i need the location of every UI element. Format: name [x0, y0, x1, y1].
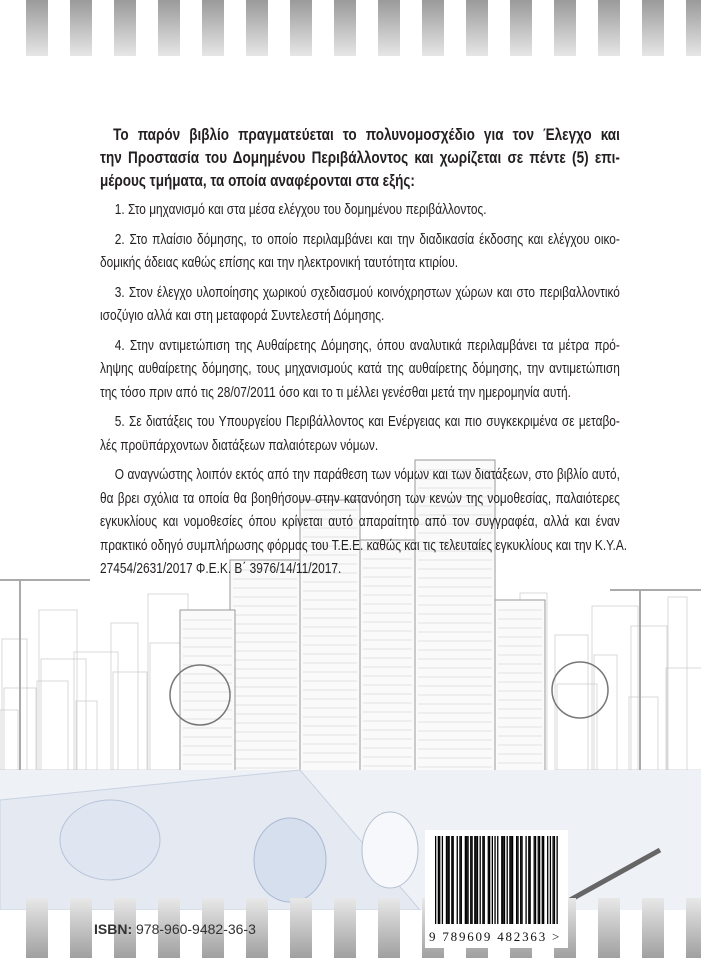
barcode-bar — [492, 836, 493, 924]
stripe — [686, 0, 701, 56]
stripe — [598, 0, 620, 56]
barcode-bar — [530, 836, 531, 924]
sketch-building — [668, 597, 687, 770]
blueprint-roll — [362, 812, 418, 888]
barcode-bar — [539, 836, 540, 924]
barcode-bar — [507, 836, 508, 924]
sketch-building — [555, 635, 588, 770]
barcode-bar — [542, 836, 543, 924]
barcode-bar — [489, 836, 490, 924]
stripe — [290, 898, 312, 958]
stripe — [422, 0, 444, 56]
barcode-bar — [512, 836, 513, 924]
sketch-building — [557, 684, 597, 770]
stripe — [554, 0, 576, 56]
sketch-building — [111, 623, 138, 770]
text-line: 1. Στο μηχανισμό και στα μέσα ελέγχου του δομημένου περιβάλλοντος. — [114, 202, 487, 218]
sketch-building — [631, 626, 667, 770]
sketch-building — [629, 697, 658, 770]
barcode-bar — [534, 836, 535, 924]
text-line: μέρους τμήματα, τα οποία αναφέρονται στα εξής: — [100, 172, 415, 190]
barcode-bar — [435, 836, 436, 924]
barcode-bar — [453, 836, 454, 924]
isbn-label: ISBN: — [94, 921, 133, 937]
barcode-bar — [451, 836, 452, 924]
barcode-bar — [557, 836, 558, 924]
barcode-bar — [477, 836, 478, 924]
barcode-bar — [446, 836, 447, 924]
barcode-bar — [439, 836, 440, 924]
back-cover-text — [100, 124, 628, 582]
text-line: ληψης αυθαίρετης δόμησης, τους μηχανισμούς κατά της αυθαίρετης δόμησης, την αντιμετώπιση — [100, 361, 620, 377]
sketch-building — [666, 668, 701, 770]
stripe — [686, 898, 701, 958]
stripe — [378, 0, 400, 56]
text-line: της τόσο πριν από τις 28/07/2011 όσο και το τι μέλλει γενέσθαι μετά την ημερομηνία αυτή. — [100, 384, 571, 401]
barcode-bar — [509, 836, 510, 924]
barcode-bar — [470, 836, 471, 924]
barcode-bar — [501, 836, 502, 924]
barcode-bar — [517, 836, 518, 924]
barcode-bar — [554, 836, 555, 924]
barcode-bar — [482, 836, 483, 924]
barcode-bar — [503, 836, 504, 924]
stripe — [246, 0, 268, 56]
text-line: δομικής άδειας καθώς επίσης και την ηλεκτρονική ταυτότητα κτιρίου. — [100, 255, 459, 271]
stripe — [70, 0, 92, 56]
text-line: ισοζύγιο αλλά και στη μεταφορά Συντελεστή Δόμησης. — [100, 308, 385, 324]
barcode-bar — [449, 836, 450, 924]
stripe — [642, 898, 664, 958]
intro-heading — [100, 124, 620, 193]
barcode-bar — [442, 836, 443, 924]
sketch-building — [2, 639, 27, 770]
barcode-bar — [497, 836, 498, 924]
barcode-bar — [474, 836, 475, 924]
barcode-bar — [471, 836, 472, 924]
stripe — [598, 898, 620, 958]
stripe — [334, 0, 356, 56]
barcode-bar — [466, 836, 467, 924]
barcode-bar — [520, 836, 521, 924]
blueprint-roll — [254, 818, 326, 902]
barcode-bar — [488, 836, 489, 924]
barcode-bar — [521, 836, 522, 924]
barcode-bar — [457, 836, 458, 924]
stripe — [158, 0, 180, 56]
isbn-value: 978-960-9482-36-3 — [136, 921, 256, 937]
barcode-bar — [543, 836, 544, 924]
barcode-bar — [538, 836, 539, 924]
text-line: πρακτικό οδηγό συμπλήρωσης φόρμας του Τ.Ε.Ε. καθώς και τις τελευταίες εγκυκλίους και την Κ.Υ.Α. — [100, 537, 628, 554]
barcode-bar — [504, 836, 505, 924]
isbn — [94, 921, 256, 937]
paragraph — [100, 464, 628, 582]
stripe — [466, 0, 488, 56]
text-line: Ο αναγνώστης λοιπόν εκτός από την παράθεση των νόμων και των διατάξεων, στο βιβλίο αυτό, — [114, 467, 620, 483]
paragraph — [100, 411, 620, 458]
paragraph — [100, 229, 620, 276]
barcode-bar — [476, 836, 477, 924]
sketch-building — [74, 652, 118, 770]
barcode-bar — [447, 836, 448, 924]
paragraph — [100, 199, 620, 223]
barcode-bar — [528, 836, 529, 924]
stripe — [26, 898, 48, 958]
stripe — [290, 0, 312, 56]
text-line: 4. Στην αντιμετώπιση της Αυθαίρετης Δόμησης, όπου αναλυτικά περιλαμβάνει τα μέτρα πρό- — [114, 337, 620, 354]
barcode-bar — [459, 836, 460, 924]
text-line: 2. Στο πλαίσιο δόμησης, το οποίο περιλαμβάνει και την διαδικασία έκδοσης και ελέγχου οικο- — [114, 231, 620, 248]
text-line: εγκυκλίους και νομοθεσίες όπου κρίνεται αυτό απαραίτητο από τον συγγραφέα, αλλά και έναν — [100, 514, 620, 530]
barcode — [425, 830, 568, 948]
barcode-bar — [511, 836, 512, 924]
sketch-building — [39, 610, 77, 770]
barcode-bar — [552, 836, 553, 924]
barcode-bar — [461, 836, 462, 924]
text-line: λές προϋπάρχοντων διατάξεων παλαιότερων νόμων. — [100, 437, 379, 454]
text-line: Το παρόν βιβλίο πραγματεύεται το πολυνομοσχέδιο για τον Έλεγχο και — [113, 126, 620, 144]
barcode-bar — [438, 836, 439, 924]
sketch-building — [76, 701, 97, 770]
top-stripe-band — [0, 0, 701, 56]
sketch-building — [37, 681, 68, 770]
sketch-building — [41, 659, 86, 770]
paragraph — [100, 282, 620, 329]
barcode-bar — [494, 836, 495, 924]
barcode-digits: 9 789609 482363 > — [429, 929, 562, 944]
stripe — [202, 0, 224, 56]
stripe — [70, 898, 92, 958]
text-line: θα βρει σχόλια τα οποία θα βοηθήσουν στην κατανόηση των κενών της νομοθεσίας, παλαιότερες — [100, 490, 620, 507]
text-line: 27454/2631/2017 Φ.Ε.Κ. Β΄ 3976/14/11/2017. — [100, 561, 342, 577]
blueprint-roll — [60, 800, 160, 880]
stripe — [642, 0, 664, 56]
text-line: την Προστασία του Δομημένου Περιβάλλοντος και χωρίζεται σε πέντε (5) επι- — [100, 149, 620, 167]
stripe — [26, 0, 48, 56]
stripe — [114, 0, 136, 56]
barcode-bar — [465, 836, 466, 924]
barcode-bar — [467, 836, 468, 924]
barcode-bar — [484, 836, 485, 924]
barcode-bar — [525, 836, 526, 924]
barcode-bar — [550, 836, 551, 924]
barcode-bar — [535, 836, 536, 924]
barcode-bar — [547, 836, 548, 924]
tree-sketch — [552, 662, 608, 718]
barcode-bar — [516, 836, 517, 924]
stripe — [334, 898, 356, 958]
barcode-bar — [480, 836, 481, 924]
stripe — [510, 0, 532, 56]
sketch-building — [0, 710, 18, 770]
text-line: 5. Σε διατάξεις του Υπουργείου Περιβάλλοντος και Ενέργειας και πιο συγκεκριμένα σε μεταβο- — [114, 414, 620, 430]
stripe — [378, 898, 400, 958]
text-line: 3. Στον έλεγχο υλοποίησης χωρικού σχεδιασμού κοινόχρηστων χώρων και στο περιβαλλοντικό — [114, 284, 620, 301]
paragraph — [100, 335, 620, 406]
